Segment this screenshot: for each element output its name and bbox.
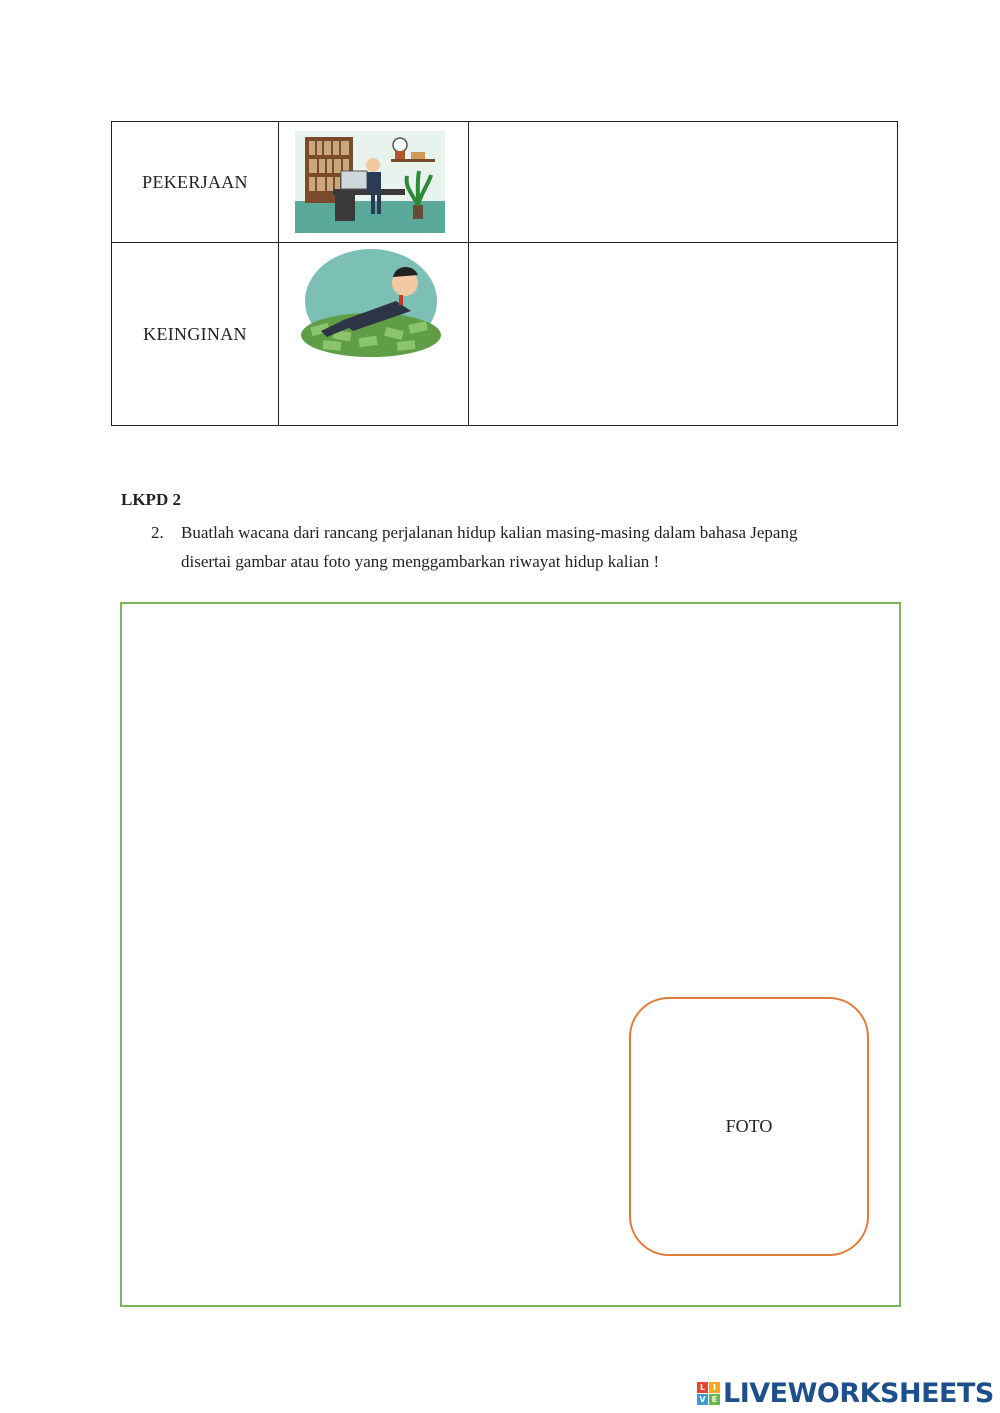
office-worker-illustration (279, 122, 469, 243)
row-label: PEKERJAAN (112, 122, 279, 243)
photo-placeholder[interactable] (629, 997, 869, 1256)
answer-cell[interactable] (469, 122, 898, 243)
instruction-line-2: disertai gambar atau foto yang menggambarkan riwayat hidup kalian ! (181, 552, 660, 571)
table-row (112, 122, 898, 243)
vocabulary-table (111, 121, 898, 426)
instruction-number: 2. (151, 523, 164, 542)
instruction-line-1: Buatlah wacana dari rancang perjalanan hidup kalian masing-masing dalam bahasa Jepang (181, 523, 798, 542)
row-label: KEINGINAN (112, 243, 279, 426)
table-row (112, 243, 898, 426)
instruction (151, 518, 891, 576)
logo-text: LIVEWORKSHEETS (723, 1378, 994, 1409)
photo-label: FOTO (725, 1116, 773, 1136)
liveworksheets-logo (697, 1378, 994, 1409)
logo-blocks-icon: L I V E (697, 1382, 720, 1405)
section-heading: LKPD 2 (121, 490, 181, 509)
answer-cell[interactable] (469, 243, 898, 426)
man-on-money-pile-illustration (279, 243, 469, 426)
